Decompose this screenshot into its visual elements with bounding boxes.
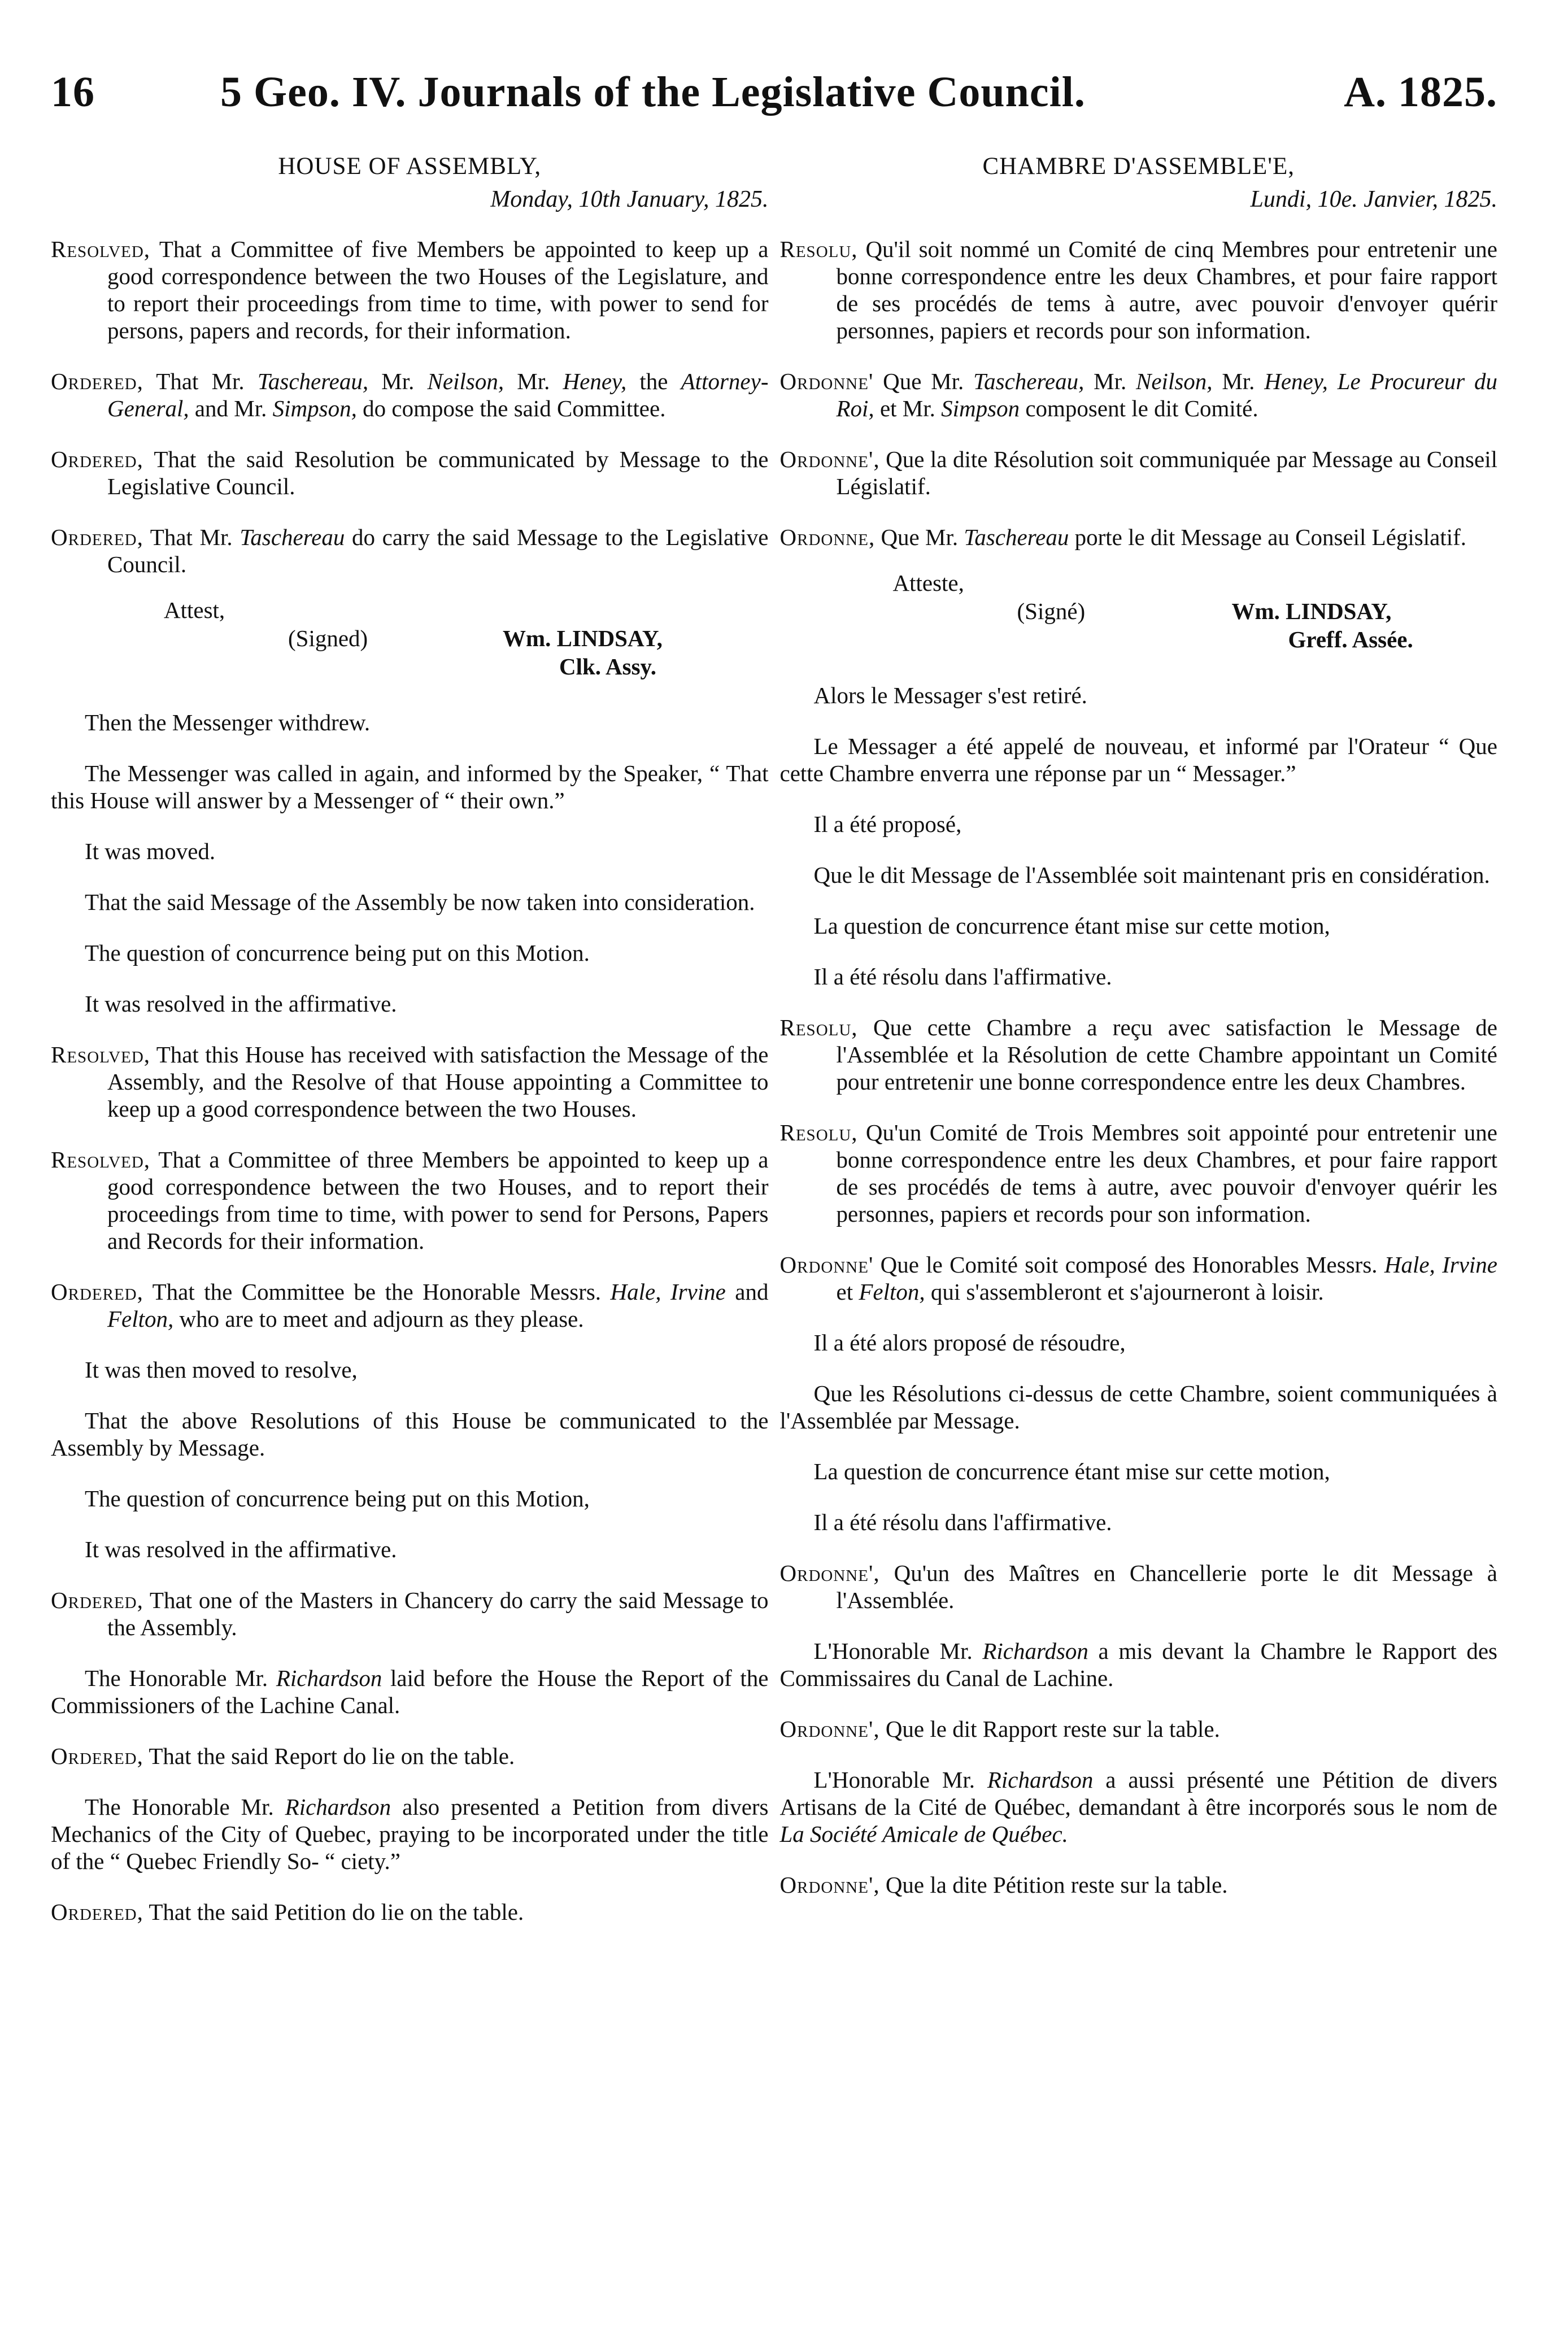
- member-name: Simpson: [941, 395, 1020, 421]
- member-name: Hale, Irvine: [1384, 1252, 1498, 1278]
- english-entry-3: [51, 446, 769, 500]
- page-number: 16: [51, 68, 95, 116]
- entry-text: Qu'il soit nommé un Comité de cinq Membres pour entretenir une bonne correspondence entre les deux Chambres, et pour faire rapport de ses procédés de tems à autre, avec pouvoir d'envoyer quérir personnes, papiers et records pour son information.: [836, 236, 1498, 343]
- entry-lead: Ordered,: [51, 368, 143, 394]
- english-date: Monday, 10th January, 1825.: [490, 186, 769, 212]
- entry-lead: Ordonne',: [779, 1560, 880, 1586]
- entry-lead: Ordonne',: [779, 1872, 880, 1898]
- entry-text: Mr.: [504, 368, 563, 394]
- journal-year: A. 1825.: [1344, 68, 1497, 116]
- signatory-title: Greff. Assée.: [1288, 626, 1413, 652]
- english-para-6: It was resolved in the affirmative.: [85, 991, 397, 1017]
- french-entry-1: [780, 236, 1498, 344]
- entry-text: L'Honorable Mr.: [813, 1767, 987, 1793]
- entry-lead: Ordonne,: [779, 524, 876, 550]
- french-entry-8: [780, 1559, 1498, 1614]
- entry-lead: Resolu,: [779, 1014, 858, 1040]
- entry-text: That the said Petition do lie on the table.: [149, 1899, 524, 1925]
- french-para-7: Il a été alors proposé de résoudre,: [813, 1330, 1126, 1356]
- signatory-name: Wm. LINDSAY,: [503, 625, 663, 651]
- member-name: Richardson: [987, 1767, 1094, 1793]
- french-entry-7: [780, 1251, 1498, 1305]
- attest-label: Atteste,: [892, 570, 964, 596]
- entry-text: That the said Report do lie on the table.: [149, 1743, 515, 1769]
- entry-text: Que la dite Pétition reste sur la table.: [885, 1872, 1228, 1898]
- english-entry-7: [51, 1278, 769, 1332]
- entry-text: That a Committee of three Members be appointed to keep up a good correspondence between the two Houses, and to report their proceedings from time to time, with power to send for Persons, Papers and Records for their information.: [107, 1147, 769, 1254]
- member-name: Richardson: [276, 1665, 382, 1691]
- entry-text: laid before the House the Report of the Commissioners of the Lachine Canal.: [51, 1665, 769, 1718]
- english-para-8: That the above Resolutions of this House be communicated to the Assembly by Message.: [51, 1408, 769, 1461]
- member-name: Taschereau,: [973, 368, 1084, 394]
- entry-lead: Ordered,: [51, 1743, 143, 1769]
- member-name: Neilson,: [427, 368, 504, 394]
- french-para-1: Alors le Messager s'est retiré.: [813, 682, 1087, 708]
- entry-text: That the Committee be the Honorable Messrs.: [152, 1279, 611, 1305]
- entry-text: Que le Comité soit composé des Honorables Messrs.: [880, 1252, 1384, 1278]
- member-name: Attorney-General,: [107, 368, 769, 421]
- entry-text: et Mr.: [874, 395, 942, 421]
- attest-label: Attest,: [164, 597, 225, 623]
- french-para-6: Il a été résolu dans l'affirmative.: [813, 964, 1112, 990]
- entry-text: porte le dit Message au Conseil Législatif.: [1069, 524, 1467, 550]
- english-para-2: The Messenger was called in again, and informed by the Speaker, “ That this House will answer by a Messenger of “ their own.”: [51, 760, 769, 813]
- entry-text: a mis devant la Chambre le Rapport des Commissaires du Canal de Lachine.: [779, 1638, 1497, 1691]
- entry-text: do carry the said Message to the Legislative Council.: [107, 524, 769, 577]
- french-entry-10: [780, 1871, 1498, 1898]
- journal-title: 5 Geo. IV. Journals of the Legislative Council.: [220, 68, 1086, 116]
- entry-lead: Resolved,: [51, 1147, 151, 1173]
- entry-text: et: [836, 1279, 859, 1305]
- entry-text: and Mr.: [189, 395, 273, 421]
- english-para-9: The question of concurrence being put on this Motion,: [85, 1485, 590, 1511]
- french-date: Lundi, 10e. Janvier, 1825.: [1250, 186, 1497, 212]
- french-attestation: [780, 569, 1498, 653]
- entry-lead: Ordonne': [779, 1252, 874, 1278]
- english-entry-9: [51, 1742, 769, 1770]
- french-entry-6: [780, 1119, 1498, 1227]
- entry-text: [1328, 368, 1338, 394]
- member-name: Le Procureur du Roi,: [836, 368, 1498, 421]
- english-entry-1: [51, 236, 769, 344]
- english-heading: HOUSE OF ASSEMBLY,: [278, 153, 542, 180]
- french-para-8: Que les Résolutions ci-dessus de cette Chambre, soient communiquées à l'Assemblée par Message.: [779, 1380, 1497, 1434]
- entry-lead: Ordered,: [51, 1899, 143, 1925]
- entry-text: qui s'assembleront et s'ajourneront à loisir.: [925, 1279, 1324, 1305]
- french-para-10: Il a été résolu dans l'affirmative.: [813, 1509, 1112, 1535]
- entry-text: That Mr.: [150, 524, 240, 550]
- entry-lead: Resolu,: [779, 1119, 858, 1145]
- entry-text: also presented a Petition from divers Mechanics of the City of Quebec, praying to be incorporated under the title of the “ Quebec Friendly So- “ ciety.”: [51, 1794, 769, 1874]
- english-entry-8: [51, 1587, 769, 1641]
- french-para-11: [780, 1637, 1498, 1692]
- entry-text: Que cette Chambre a reçu avec satisfaction le Message de l'Assemblée et la Résolution de cette Chambre appointant un Comité pour entretenir une bonne correspondence entre les deux Chambres.: [836, 1014, 1498, 1095]
- entry-text: and: [725, 1279, 769, 1305]
- entry-text: a aussi présenté une Pétition de divers Artisans de la Cité de Québec, demandant à être incorporés sous le nom de: [779, 1767, 1497, 1820]
- french-entry-5: [780, 1014, 1498, 1095]
- french-para-3: Il a été proposé,: [813, 811, 962, 837]
- english-para-12: [51, 1793, 769, 1875]
- french-entry-2: [780, 368, 1498, 422]
- entry-lead: Ordered,: [51, 1587, 143, 1613]
- english-para-10: It was resolved in the affirmative.: [85, 1536, 397, 1562]
- english-attestation: [51, 596, 769, 681]
- french-heading: CHAMBRE D'ASSEMBLE'E,: [982, 153, 1295, 180]
- entry-text: Mr.: [1084, 368, 1136, 394]
- bilingual-columns: [51, 153, 1497, 1949]
- entry-text: The Honorable Mr.: [85, 1665, 276, 1691]
- member-name: Felton,: [859, 1279, 925, 1305]
- entry-text: Qu'un des Maîtres en Chancellerie porte le dit Message à l'Assemblée.: [836, 1560, 1497, 1613]
- member-name: Taschereau: [964, 524, 1069, 550]
- member-name: Heney,: [1264, 368, 1328, 394]
- entry-text: who are to meet and adjourn as they please.: [173, 1306, 584, 1332]
- entry-text: Que la dite Résolution soit communiquée par Message au Conseil Législatif.: [836, 446, 1497, 499]
- entry-text: Que le dit Rapport reste sur la table.: [885, 1716, 1220, 1742]
- english-entry-4: [51, 524, 769, 578]
- french-entry-9: [780, 1715, 1498, 1742]
- english-para-3: It was moved.: [85, 838, 216, 864]
- signed-label: (Signé): [1017, 598, 1086, 624]
- member-name: Simpson,: [272, 395, 357, 421]
- french-entry-3: [780, 446, 1498, 500]
- french-para-2: Le Messager a été appelé de nouveau, et informé par l'Orateur “ Que cette Chambre enverra une réponse par un “ Messager.”: [779, 733, 1497, 786]
- entry-lead: Ordered,: [51, 1279, 143, 1305]
- entry-text: do compose the said Committee.: [356, 395, 666, 421]
- entry-text: the: [626, 368, 681, 394]
- french-para-5: La question de concurrence étant mise sur cette motion,: [813, 913, 1330, 939]
- french-para-4: Que le dit Message de l'Assemblée soit maintenant pris en considération.: [813, 862, 1490, 888]
- entry-lead: Resolved,: [51, 236, 151, 262]
- member-name: Felton,: [107, 1306, 174, 1332]
- entry-text: L'Honorable Mr.: [813, 1638, 983, 1664]
- english-entry-5: [51, 1041, 769, 1122]
- member-name: Neilson,: [1136, 368, 1213, 394]
- entry-text: That a Committee of five Members be appointed to keep up a good correspondence between the two Houses of the Legislature, and to report their proceedings from time to time, with power to send for persons, papers and records, for their information.: [107, 236, 769, 343]
- english-entry-6: [51, 1146, 769, 1254]
- society-name: La Société Amicale de Québec.: [779, 1821, 1068, 1847]
- english-para-7: It was then moved to resolve,: [85, 1357, 358, 1383]
- entry-text: Mr.: [1212, 368, 1265, 394]
- member-name: Richardson: [285, 1794, 391, 1820]
- entry-lead: Resolved,: [51, 1042, 151, 1068]
- entry-text: composent le dit Comité.: [1020, 395, 1258, 421]
- english-entry-2: [51, 368, 769, 422]
- english-para-11: [51, 1665, 769, 1719]
- signatory-title: Clk. Assy.: [559, 653, 657, 679]
- entry-lead: Ordered,: [51, 524, 143, 550]
- entry-lead: Ordonne',: [779, 446, 880, 472]
- french-entry-4: [780, 524, 1498, 551]
- member-name: Heney,: [563, 368, 627, 394]
- entry-lead: Ordonne': [779, 368, 874, 394]
- english-column: [51, 153, 769, 1949]
- member-name: Hale, Irvine: [610, 1279, 726, 1305]
- french-para-12: [780, 1766, 1498, 1848]
- entry-text: Mr.: [368, 368, 428, 394]
- english-para-5: The question of concurrence being put on this Motion.: [85, 940, 590, 966]
- entry-text: That the said Resolution be communicated by Message to the Legislative Council.: [107, 446, 769, 499]
- entry-lead: Ordonne',: [779, 1716, 880, 1742]
- entry-text: That Mr.: [156, 368, 258, 394]
- entry-text: Que Mr.: [881, 524, 964, 550]
- english-para-1: Then the Messenger withdrew.: [85, 709, 371, 735]
- member-name: Taschereau: [239, 524, 345, 550]
- entry-text: Que Mr.: [883, 368, 974, 394]
- running-head: [51, 68, 1497, 130]
- member-name: Taschereau,: [257, 368, 369, 394]
- entry-text: Qu'un Comité de Trois Membres soit appointé pour entretenir une bonne correspondence entre les deux Chambres, et pour faire rapport de ses procédés de tems à autre, avec pouvoir d'envoyer quérir les personnes, papiers et records pour son information.: [836, 1119, 1498, 1227]
- entry-text: That one of the Masters in Chancery do carry the said Message to the Assembly.: [107, 1587, 769, 1640]
- english-entry-10: [51, 1898, 769, 1925]
- entry-text: That this House has received with satisfaction the Message of the Assembly, and the Resolve of that House appointing a Committee to keep up a good correspondence between the two Houses.: [107, 1042, 769, 1122]
- entry-lead: Ordered,: [51, 446, 143, 472]
- english-para-4: That the said Message of the Assembly be now taken into consideration.: [85, 889, 755, 915]
- member-name: Richardson: [982, 1638, 1088, 1664]
- entry-lead: Resolu,: [779, 236, 858, 262]
- french-column: [769, 153, 1498, 1949]
- signatory-name: Wm. LINDSAY,: [1231, 598, 1392, 624]
- signed-label: (Signed): [288, 625, 368, 651]
- entry-text: The Honorable Mr.: [85, 1794, 285, 1820]
- french-para-9: La question de concurrence étant mise sur cette motion,: [813, 1458, 1330, 1484]
